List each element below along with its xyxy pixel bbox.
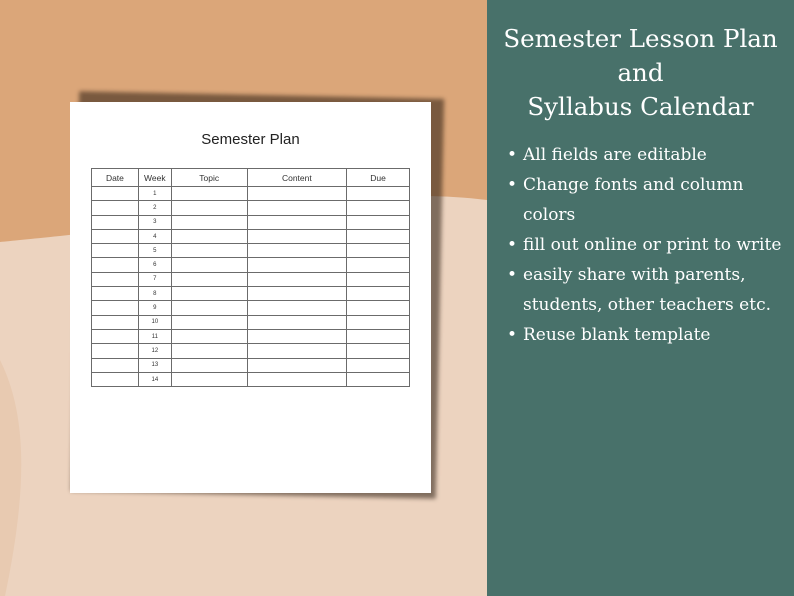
topic-cell [171, 358, 247, 372]
content-cell [247, 272, 347, 286]
week-cell: 8 [138, 287, 171, 301]
column-header-due: Due [347, 169, 410, 187]
feature-text: colors [523, 205, 576, 225]
due-cell [347, 372, 410, 386]
bullet-icon: • [507, 175, 518, 195]
table-row [92, 315, 410, 329]
due-cell [347, 215, 410, 229]
table-header-row [92, 169, 410, 187]
due-cell [347, 344, 410, 358]
due-cell [347, 315, 410, 329]
due-cell [347, 244, 410, 258]
date-cell [92, 329, 139, 343]
week-cell: 5 [138, 244, 171, 258]
feature-text: All fields are editable [523, 145, 707, 165]
week-cell: 14 [138, 372, 171, 386]
topic-cell [171, 287, 247, 301]
due-cell [347, 187, 410, 201]
date-cell [92, 315, 139, 329]
table-row [92, 344, 410, 358]
date-cell [92, 272, 139, 286]
table-row [92, 258, 410, 272]
content-cell [247, 315, 347, 329]
content-cell [247, 229, 347, 243]
topic-cell [171, 201, 247, 215]
date-cell [92, 244, 139, 258]
table-row [92, 358, 410, 372]
content-cell [247, 301, 347, 315]
feature-item [507, 260, 792, 320]
content-cell [247, 258, 347, 272]
due-cell [347, 329, 410, 343]
headline-line-2: and [617, 58, 664, 87]
column-header-content: Content [247, 169, 347, 187]
week-cell: 11 [138, 329, 171, 343]
sheet-title: Semester Plan [201, 131, 300, 148]
date-cell [92, 301, 139, 315]
content-cell [247, 329, 347, 343]
bullet-icon: • [507, 325, 518, 345]
week-cell: 6 [138, 258, 171, 272]
due-cell [347, 258, 410, 272]
column-header-date: Date [92, 169, 139, 187]
content-cell [247, 344, 347, 358]
feature-list [507, 140, 792, 350]
table-row [92, 187, 410, 201]
feature-item [507, 170, 792, 230]
table-row [92, 201, 410, 215]
bullet-icon: • [507, 145, 518, 165]
table-body [92, 187, 410, 387]
feature-item [507, 230, 792, 260]
week-cell: 1 [138, 187, 171, 201]
table-row [92, 287, 410, 301]
bullet-icon: • [507, 235, 518, 255]
date-cell [92, 229, 139, 243]
content-cell [247, 187, 347, 201]
topic-cell [171, 258, 247, 272]
date-cell [92, 344, 139, 358]
date-cell [92, 287, 139, 301]
content-cell [247, 244, 347, 258]
feature-text: students, other teachers etc. [523, 295, 771, 315]
week-cell: 7 [138, 272, 171, 286]
table-row [92, 372, 410, 386]
topic-cell [171, 187, 247, 201]
week-cell: 2 [138, 201, 171, 215]
semester-plan-sheet [70, 102, 431, 493]
date-cell [92, 258, 139, 272]
due-cell [347, 301, 410, 315]
product-headline [487, 22, 794, 124]
topic-cell [171, 344, 247, 358]
due-cell [347, 272, 410, 286]
week-cell: 12 [138, 344, 171, 358]
topic-cell [171, 301, 247, 315]
topic-cell [171, 229, 247, 243]
table-row [92, 329, 410, 343]
date-cell [92, 187, 139, 201]
table-row [92, 215, 410, 229]
date-cell [92, 201, 139, 215]
table-row [92, 301, 410, 315]
feature-item [507, 320, 792, 350]
column-header-topic: Topic [171, 169, 247, 187]
week-cell: 9 [138, 301, 171, 315]
topic-cell [171, 329, 247, 343]
content-cell [247, 372, 347, 386]
content-cell [247, 215, 347, 229]
feature-item [507, 140, 792, 170]
feature-text: Change fonts and column [523, 175, 744, 195]
due-cell [347, 358, 410, 372]
topic-cell [171, 372, 247, 386]
date-cell [92, 358, 139, 372]
topic-cell [171, 215, 247, 229]
headline-line-1: Semester Lesson Plan [503, 24, 778, 53]
date-cell [92, 372, 139, 386]
headline-line-3: Syllabus Calendar [527, 92, 754, 121]
info-panel [487, 0, 794, 596]
topic-cell [171, 244, 247, 258]
content-cell [247, 287, 347, 301]
due-cell [347, 287, 410, 301]
week-cell: 3 [138, 215, 171, 229]
feature-text: Reuse blank template [523, 325, 711, 345]
bullet-icon: • [507, 265, 518, 285]
feature-text: easily share with parents, [523, 265, 746, 285]
column-header-week: Week [138, 169, 171, 187]
topic-cell [171, 272, 247, 286]
content-cell [247, 201, 347, 215]
due-cell [347, 201, 410, 215]
week-cell: 10 [138, 315, 171, 329]
content-cell [247, 358, 347, 372]
due-cell [347, 229, 410, 243]
table-row [92, 229, 410, 243]
date-cell [92, 215, 139, 229]
table-row [92, 272, 410, 286]
week-cell: 13 [138, 358, 171, 372]
feature-text: fill out online or print to write [523, 235, 782, 255]
topic-cell [171, 315, 247, 329]
table-row [92, 244, 410, 258]
semester-plan-table [91, 168, 410, 387]
week-cell: 4 [138, 229, 171, 243]
